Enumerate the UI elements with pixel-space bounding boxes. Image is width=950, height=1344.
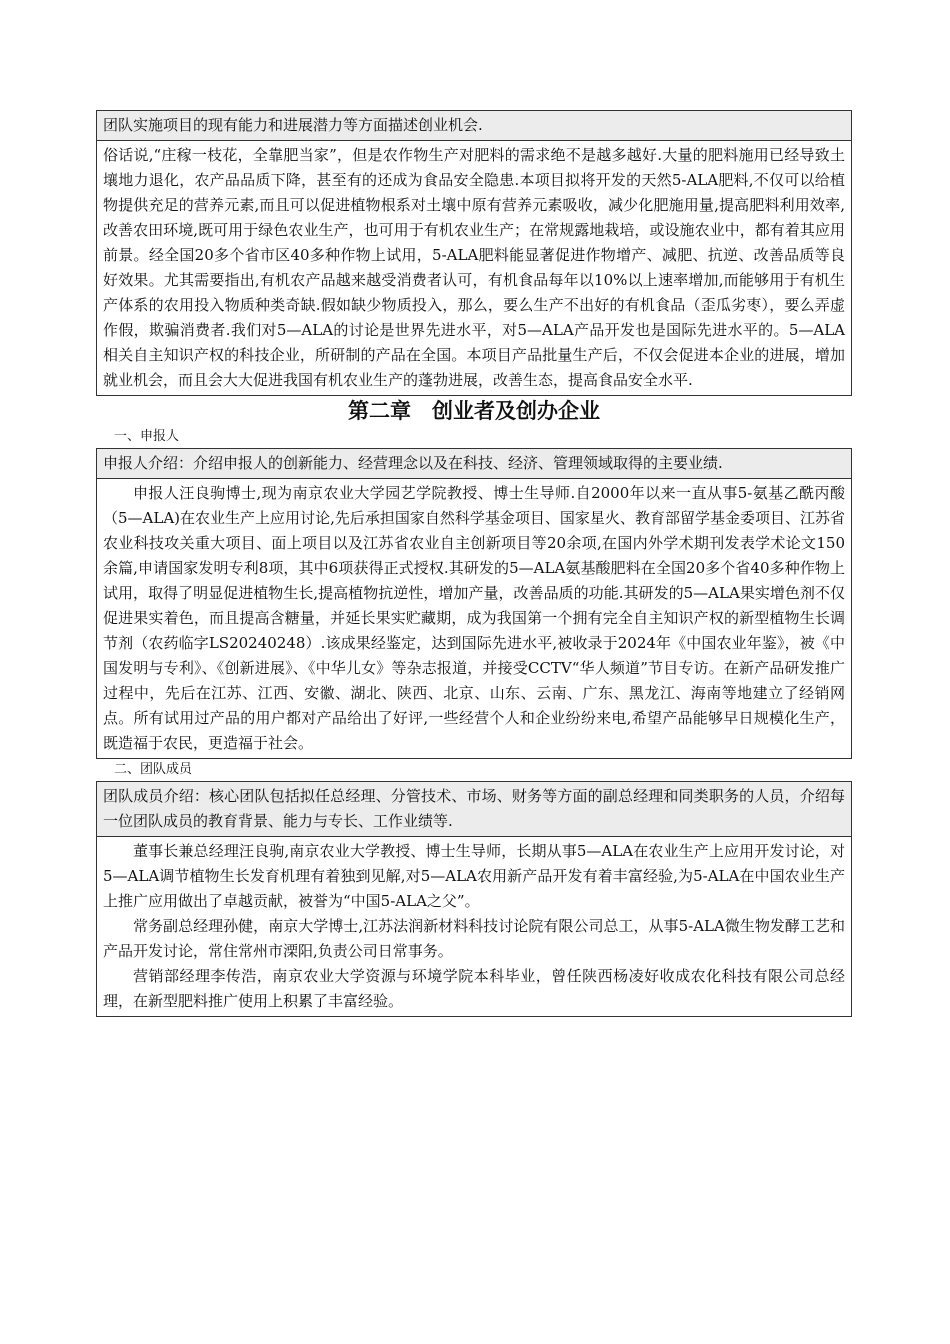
- team-table-header: 团队成员介绍：核心团队包括拟任总经理、分管技术、市场、财务等方面的副总经理和同类职务的人员，介绍每一位团队成员的教育背景、能力与专长、工作业绩等.: [97, 782, 852, 837]
- opportunity-table-body: [97, 141, 852, 396]
- section-title-applicant: 一、申报人: [114, 429, 180, 444]
- team-table: [96, 781, 852, 1017]
- chapter-title: 第二章 创业者及创办企业: [348, 399, 600, 423]
- applicant-table-body: [97, 479, 852, 759]
- opportunity-table-header: 团队实施项目的现有能力和进展潜力等方面描述创业机会.: [97, 111, 852, 141]
- team-member-paragraph: 常务副总经理孙健，南京大学博士,江苏法润新材料科技讨论院有限公司总工，从事5-ALA微生物发酵工艺和产品开发讨论，常住常州市溧阳,负责公司日常事务。: [103, 917, 845, 960]
- team-member-paragraph: 董事长兼总经理汪良驹,南京农业大学教授、博士生导师，长期从事5—ALA在农业生产上应用开发讨论，对5—ALA调节植物生长发育机理有着独到见解,对5—ALA农用新产品开发有着丰富经验,为5-ALA在中国农业生产上推广应用做出了卓越贡献，被誉为“中国5-ALA之父”。: [103, 842, 845, 910]
- applicant-paragraph: 申报人汪良驹博士,现为南京农业大学园艺学院教授、博士生导师.自2000年以来一直从事5-氨基乙酰丙酸（5—ALA)在农业生产上应用讨论,先后承担国家自然科学基金项目、国家星火、教育部留学基金委项目、江苏省农业科技攻关重大项目、面上项目以及江苏省农业自主创新项目等20余项,在国内外学术期刊发表学术论文150余篇,申请国家发明专利8项，其中6项获得正式授权.其研发的5—ALA氨基酸肥料在全国20多个省40多种作物上试用，取得了明显促进植物生长,提高植物抗逆性，增加产量，改善品质的功能.其研发的5—ALA果实增色剂不仅促进果实着色，而且提高含糖量，并延长果实贮藏期，成为我国第一个拥有完全自主知识产权的新型植物生长调节剂（农药临字LS20240248）.该成果经鉴定，达到国际先进水平,被收录于2024年《中国农业年鉴》，被《中国发明与专利》、《创新进展》、《中华儿女》等杂志报道，并接受CCTV“华人频道”节目专访。在新产品研发推广过程中，先后在江苏、江西、安徽、湖北、陕西、北京、山东、云南、广东、黑龙江、海南等地建立了经销网点。所有试用过产品的用户都对产品给出了好评,一些经营个人和企业纷纷来电,希望产品能够早日规模化生产，既造福于农民，更造福于社会。: [103, 484, 845, 752]
- opportunity-paragraph: 俗话说,“庄稼一枝花，全靠肥当家”，但是农作物生产对肥料的需求绝不是越多越好.大量的肥料施用已经导致土壤地力退化，农产品品质下降，甚至有的还成为食品安全隐患.本项目拟将开发的天然5-ALA肥料,不仅可以给植物提供充足的营养元素,而且可以促进植物根系对土壤中原有营养元素吸收，减少化肥施用量,提高肥料利用效率,改善农田环境,既可用于绿色农业生产，也可用于有机农业生产；在常规露地栽培，或设施农业中，都有着其应用前景。经全国20多个省市区40多种作物上试用，5-ALA肥料能显著促进作物增产、减肥、抗逆、改善品质等良好效果。尤其需要指出,有机农产品越来越受消费者认可，有机食品每年以10%以上速率增加,而能够用于有机生产体系的农用投入物质种类奇缺.假如缺少物质投入，那么，要么生产不出好的有机食品（歪瓜劣枣），要么弄虚作假，欺骗消费者.我们对5—ALA的讨论是世界先进水平，对5—ALA产品开发也是国际先进水平的。5—ALA相关自主知识产权的科技企业，所研制的产品在全国。本项目产品批量生产后，不仅会促进本企业的进展，增加就业机会，而且会大大促进我国有机农业生产的蓬勃进展，改善生态，提高食品安全水平.: [103, 146, 845, 389]
- section-title-team: 二、团队成员: [114, 762, 193, 777]
- document-page: [96, 110, 852, 1017]
- applicant-table-header: 申报人介绍：介绍申报人的创新能力、经营理念以及在科技、经济、管理领域取得的主要业绩.: [97, 449, 852, 479]
- opportunity-table: [96, 110, 852, 396]
- team-member-paragraph: 营销部经理李传浩，南京农业大学资源与环境学院本科毕业，曾任陕西杨凌好收成农化科技有限公司总经理，在新型肥料推广使用上积累了丰富经验。: [103, 967, 845, 1010]
- team-table-body: [97, 837, 852, 1017]
- applicant-table: [96, 448, 852, 759]
